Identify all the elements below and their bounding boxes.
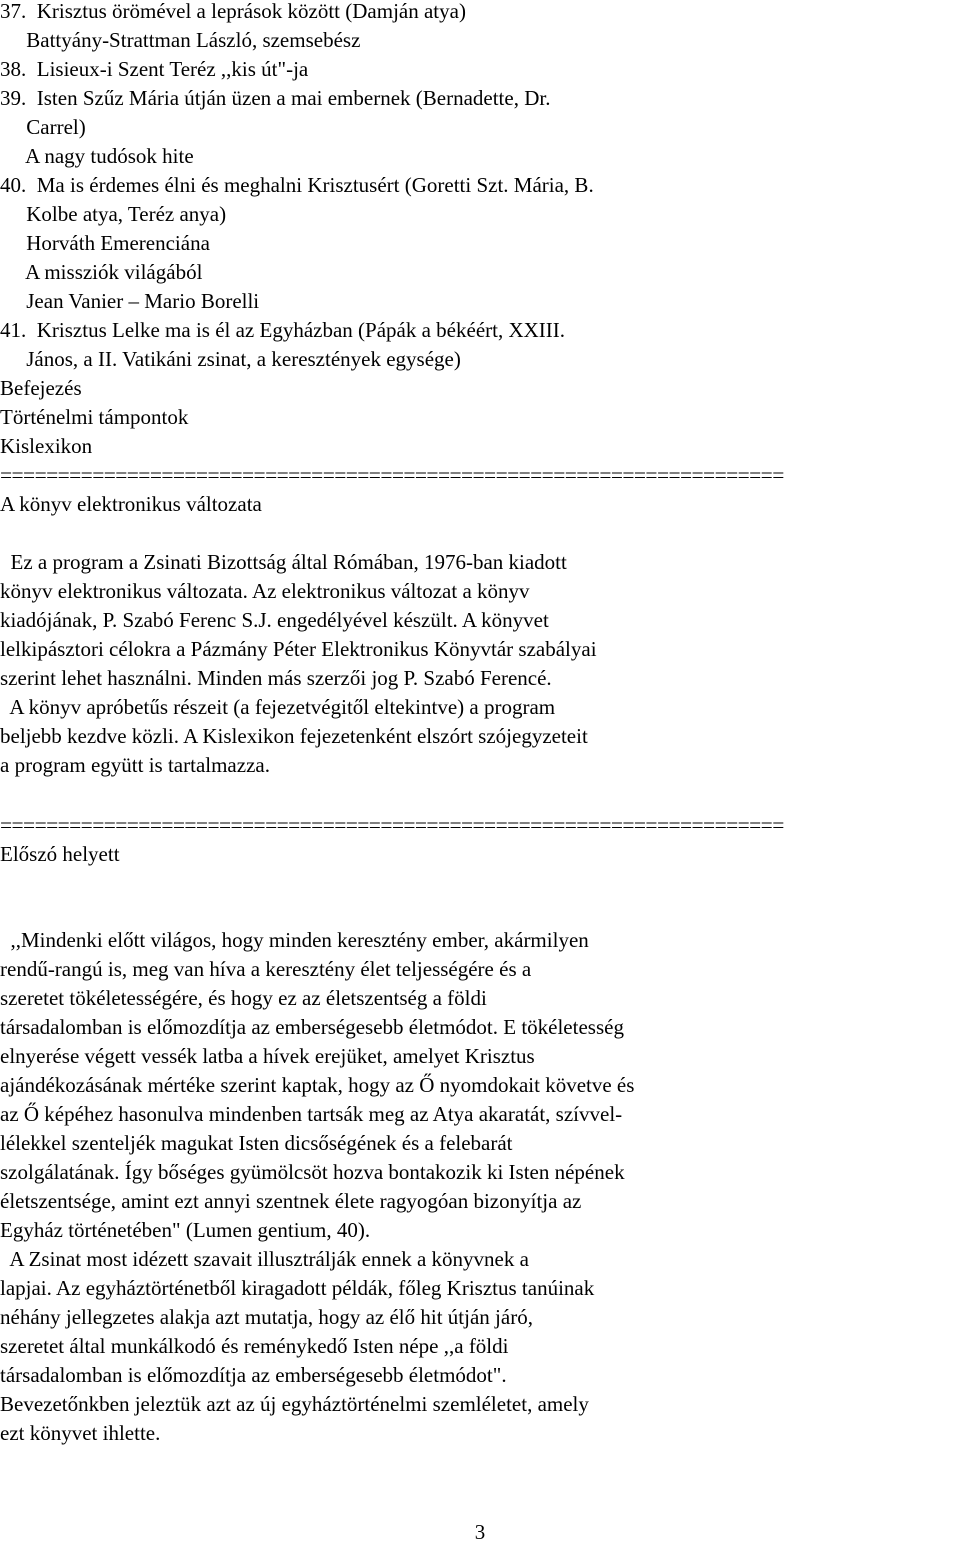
paragraph-line: életszentsége, amint ezt annyi szentnek élete ragyogóan bizonyítja az [0,1189,582,1213]
paragraph-line: Bevezetőnkben jeleztük azt az új egyháztörténelmi szemléletet, amely [0,1392,589,1416]
paragraph-line: elnyerése végett vessék latba a hívek erejüket, amelyet Krisztus [0,1044,535,1068]
toc-line: Jean Vanier – Mario Borelli [0,289,260,313]
paragraph-line: beljebb kezdve közli. A Kislexikon fejezetenként elszórt szójegyzeteit [0,724,588,748]
separator-rule: ==================================================================== [0,813,784,837]
toc-line: 41. Krisztus Lelke ma is él az Egyházban (Pápák a békéért, XXIII. [0,318,566,342]
paragraph-line: a program együtt is tartalmazza. [0,753,270,777]
paragraph-line: társadalomban is előmozdítja az emberségesebb életmódot. E tökéletesség [0,1015,624,1039]
toc-line: 39. Isten Szűz Mária útján üzen a mai embernek (Bernadette, Dr. [0,86,551,110]
paragraph-line: könyv elektronikus változata. Az elektronikus változat a könyv [0,579,530,603]
paragraph-line: szerint lehet használni. Minden más szerzői jog P. Szabó Ferencé. [0,666,552,690]
paragraph-line: rendű-rangú is, meg van híva a keresztény élet teljességére és a [0,957,532,981]
paragraph-line: lapjai. Az egyháztörténetből kiragadott példák, főleg Krisztus tanúinak [0,1276,595,1300]
page-number: 3 [474,1520,486,1544]
toc-line: A missziók világából [0,260,203,284]
toc-line: Horváth Emerenciána [0,231,210,255]
paragraph-line: Ez a program a Zsinati Bizottság által Rómában, 1976-ban kiadott [0,550,567,574]
toc-line: 40. Ma is érdemes élni és meghalni Krisztusért (Goretti Szt. Mária, B. [0,173,594,197]
paragraph-line: A könyv apróbetűs részeit (a fejezetvégitől eltekintve) a program [0,695,556,719]
toc-line: Kolbe atya, Teréz anya) [0,202,227,226]
paragraph-line: szolgálatának. Így bőséges gyümölcsöt hozva bontakozik ki Isten népének [0,1160,625,1184]
paragraph-line: A Zsinat most idézett szavait illusztrálják ennek a könyvnek a [0,1247,529,1271]
section-heading: Előszó helyett [0,842,120,866]
paragraph-line: ezt könyvet ihlette. [0,1421,161,1445]
toc-line: Battyány-Strattman László, szemsebész [0,28,361,52]
section-heading: A könyv elektronikus változata [0,492,262,516]
paragraph-line: ajándékozásának mértéke szerint kaptak, hogy az Ő nyomdokait követve és [0,1073,635,1097]
paragraph-line: ,,Mindenki előtt világos, hogy minden keresztény ember, akármilyen [0,928,589,952]
toc-line: A nagy tudósok hite [0,144,194,168]
toc-line: János, a II. Vatikáni zsinat, a keresztények egysége) [0,347,461,371]
toc-line: 38. Lisieux-i Szent Teréz ,,kis út"-ja [0,57,309,81]
paragraph-line: lélekkel szenteljék magukat Isten dicsőségének és a felebarát [0,1131,513,1155]
paragraph-line: az Ő képéhez hasonulva mindenben tartsák meg az Atya akaratát, szívvel- [0,1102,623,1126]
paragraph-line: néhány jellegzetes alakja azt mutatja, hogy az élő hit útján járó, [0,1305,533,1329]
paragraph-line: lelkipásztori célokra a Pázmány Péter Elektronikus Könyvtár szabályai [0,637,597,661]
paragraph-line: Egyház történetében" (Lumen gentium, 40). [0,1218,371,1242]
paragraph-line: társadalomban is előmozdítja az emberségesebb életmódot". [0,1363,507,1387]
toc-line: Történelmi támpontok [0,405,189,429]
toc-line: Carrel) [0,115,86,139]
toc-line: Befejezés [0,376,82,400]
paragraph-line: szeretet által munkálkodó és reménykedő Isten népe ,,a földi [0,1334,509,1358]
toc-line: 37. Krisztus örömével a leprások között (Damján atya) [0,0,466,23]
paragraph-line: szeretet tökéletességére, és hogy ez az életszentség a földi [0,986,487,1010]
paragraph-line: kiadójának, P. Szabó Ferenc S.J. engedélyével készült. A könyvet [0,608,549,632]
toc-line: Kislexikon [0,434,93,458]
separator-rule: ==================================================================== [0,463,784,487]
